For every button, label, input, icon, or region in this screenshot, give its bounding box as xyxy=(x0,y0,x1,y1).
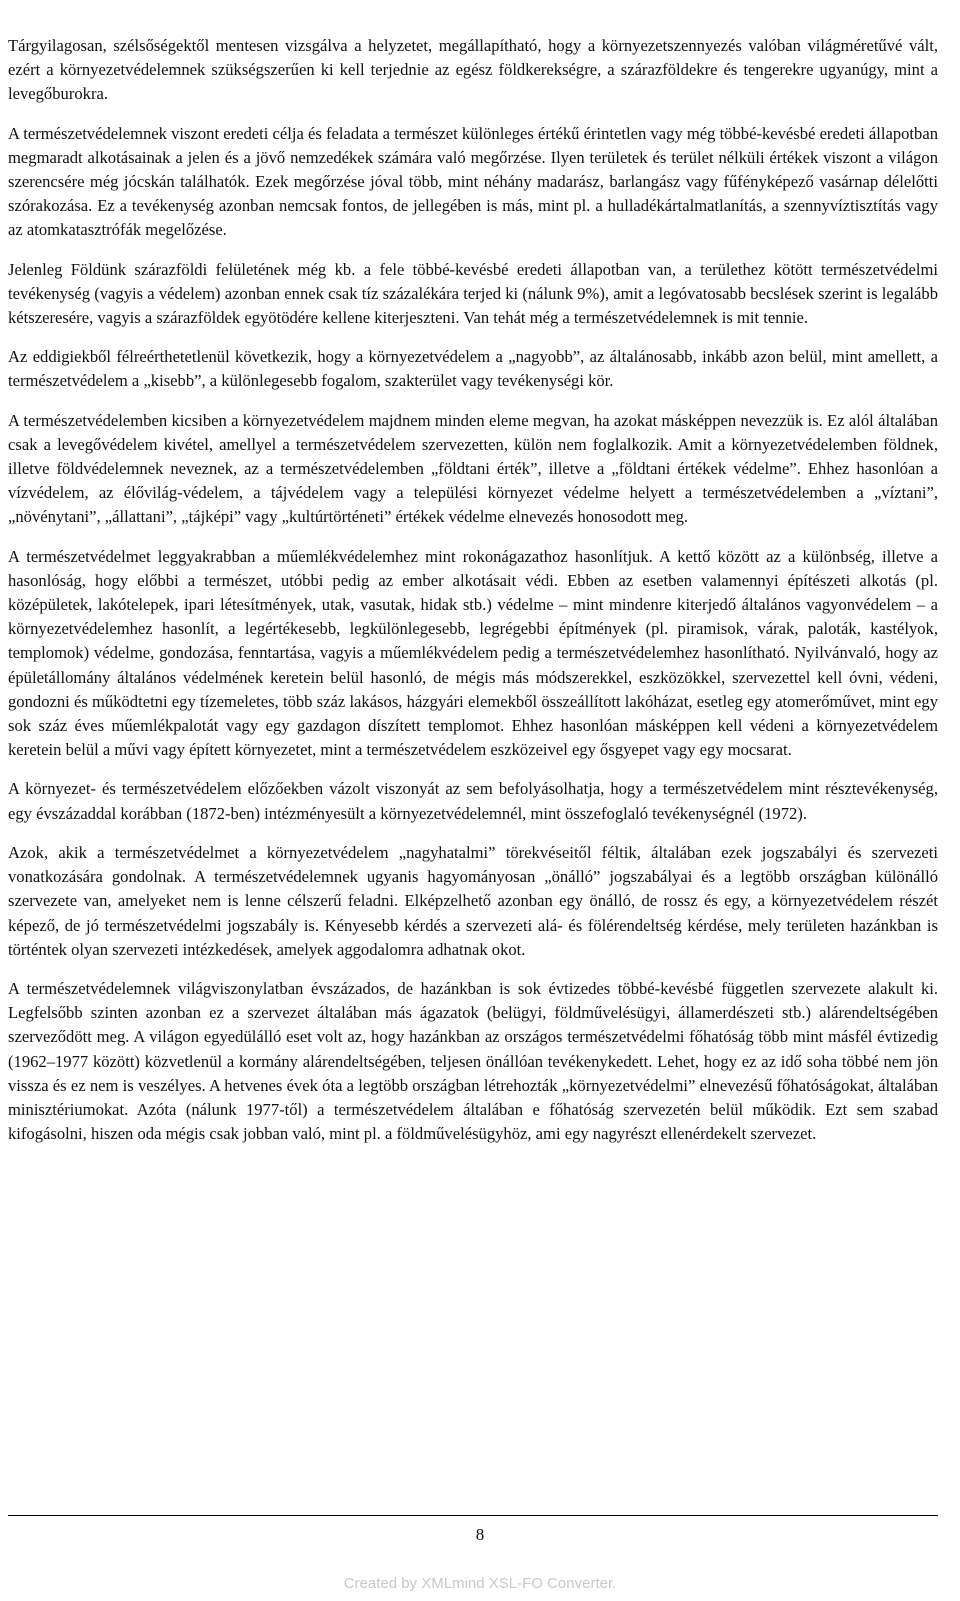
paragraph-1: Tárgyilagosan, szélsőségektől mentesen vizsgálva a helyzetet, megállapítható, hogy a környezetszennyezés valóban világméretűvé vált, ezért a környezetvédelemnek szükségszerűen ki kell terjednie az egész földkerekségre, a szárazföldekre és tengerekre ugyanúgy, mint a levegőburokra. xyxy=(8,36,938,104)
paragraph-9: A természetvédelemnek világviszonylatban évszázados, de hazánkban is sok évtizedes többé-kevésbé független szervezete alakult ki. Legfelsőbb szinten azonban ez a szervezet általában más ágazatok (belügyi, földművelésügyi, államerdészeti stb.) alárendeltségében szerveződött meg. A világon egyedülálló eset volt az, hogy hazánkban az országos természetvédelmi főhatóság több mint másfél évtizedig (1962–1977 között) közvetlenül a kormány alárendeltségében, teljesen önállóan tevékenykedett. Lehet, hogy ez az idő soha többé nem jön vissza és ez nem is veszélyes. A hetvenes évek óta a legtöbb országban létrehozták „környezetvédelmi” elnevezésű főhatóságokat, általában minisztériumokat. Azóta (nálunk 1977-től) a természetvédelem általában e főhatóság szervezetén belül működik. Ezt sem szabad kifogásolni, hiszen oda mégis csak jobban való, mint pl. a földművelésügyhöz, ami egy nagyrészt ellenérdekelt szervezet. xyxy=(8,978,938,1144)
page-number: 8 xyxy=(475,1525,485,1544)
generator-prefix: Created by xyxy=(343,1575,422,1592)
paragraph-7: A környezet- és természetvédelem előzőekben vázolt viszonyát az sem befolyásolhatja, hogy a természetvédelem mint résztevékenység, egy évszázaddal korábban (1872-ben) intézményesült a környezetvédelemnél, mint összefoglaló tevékenységnél (1972). xyxy=(8,779,938,823)
paragraph-4: Az eddigiekből félreérthetetlenül következik, hogy a környezetvédelem a „nagyobb”, az általánosabb, inkább azon belül, mint amellett, a természetvédelem a „kisebb”, a különlegesebb fogalom, szakterület vagy tevékenységi kör. xyxy=(8,347,938,391)
paragraph-2: A természetvédelemnek viszont eredeti célja és feladata a természet különleges értékű érintetlen vagy még többé-kevésbé eredeti állapotban megmaradt alkotásainak a jelen és a jövő nemzedékek számára való megőrzése. Ilyen területek és terület nélküli értékek viszont a világon szerencsére még jócskán találhatók. Ezek megőrzése jóval több, mint néhány madarász, barlangász vagy fűfényképező vasárnap délelőtti szórakozása. Ez a tevékenység azonban nemcsak fontos, de jellegében is más, mint pl. a hulladékártalmatlanítás, a szennyvíztisztítás vagy az atomkatasztrófák megelőzése. xyxy=(8,123,938,240)
paragraph-8: Azok, akik a természetvédelmet a környezetvédelem „nagyhatalmi” törekvéseitől féltik, általában ezek jogszabályi és szervezeti vonatkozására gondolnak. A természetvédelemnek ugyanis hagyományosan „önálló” jogszabályai és a legtöbb országban különálló szervezete van, amelyeket nem is lenne célszerű feladni. Elképzelhető azonban egy önálló, de rossz és egy, a környezetvédelem részét képező, de jó természetvédelmi jogszabály is. Kényesebb kérdés a szervezeti alá- és fölérendeltség kérdése, mely területen hazánkban is történtek olyan szervezeti intézkedések, amelyek aggodalomra adhatnak okot. xyxy=(8,842,938,959)
document-body xyxy=(8,34,938,1161)
paragraph-3: Jelenleg Földünk szárazföldi felületének még kb. a fele többé-kevésbé eredeti állapotban van, a területhez kötött természetvédelmi tevékenység (vagyis a védelem) azonban ennek csak tíz százalékára terjed ki (nálunk 9%), amit a legóvatosabb becslések szerint is legalább kétszeresére, vagyis a szárazföldek egyötödére kellene kiterjeszteni. Van tehát még a természetvédelemnek is mit tennie. xyxy=(8,259,938,328)
paragraph-6: A természetvédelmet leggyakrabban a műemlékvédelemhez mint rokonágazathoz hasonlítjuk. A kettő között az a különbség, illetve a hasonlóság, hogy előbbi a természet, utóbbi pedig az ember alkotásait védi. Ebben az esetben valamennyi építészeti alkotás (pl. középületek, lakótelepek, ipari létesítmények, utak, vasutak, hidak stb.) védelme – mint mindenre kiterjedő általános vagyonvédelem – a környezetvédelemhez hasonlít, a legértékesebb, legkülönlegesebb, legrégebbi építmények (pl. piramisok, várak, paloták, kastélyok, templomok) védelme, gondozása, fenntartása, vagyis a műemlékvédelem pedig a természetvédelemhez hasonlítható. Nyilvánvaló, hogy az épületállomány általános védelmének keretein belül hasonló, de mégis más módszerekkel, eszközökkel, szervezettel kell óvni, védeni, gondozni és működtetni egy tízemeletes, több száz lakásos, házgyári elemekből összeállított lakóházat, esetleg egy atomerőművet, mint egy sok száz éves műemlékpalotát vagy egy gazdagon díszített templomot. Ehhez hasonlóan másképpen kell védeni a környezetvédelem keretein belül a művi vagy épített környezetet, mint a természetvédelem eszközeivel egy ősgyepet vagy egy mocsarat. xyxy=(8,546,938,760)
paragraph-5: A természetvédelemben kicsiben a környezetvédelem majdnem minden eleme megvan, ha azokat másképpen nevezzük is. Ez alól általában csak a levegővédelem kivétel, amellyel a természetvédelem szervezetten, külön nem foglalkozik. Amit a környezetvédelemben földnek, illetve földvédelemnek neveznek, az a természetvédelemben „földtani érték”, illetve a „földtani értékek védelme”. Ehhez hasonlóan a vízvédelem, az élővilág-védelem, a tájvédelem vagy a települési környezet védelme helyett a természetvédelemben a „víztani”, „növénytani”, „állattani”, „tájképi” vagy „kultúrtörténeti” értékek védelme elnevezés honosodott meg. xyxy=(8,410,938,527)
generator-suffix: . xyxy=(612,1575,617,1592)
generator-watermark xyxy=(0,1575,960,1592)
generator-link[interactable]: XMLmind XSL-FO Converter xyxy=(421,1575,613,1592)
footer-divider xyxy=(8,1515,938,1516)
